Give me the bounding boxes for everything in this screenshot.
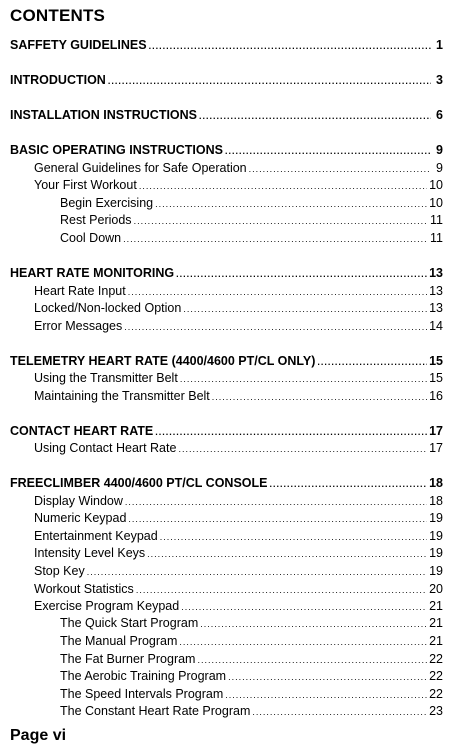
toc-entry-title: TELEMETRY HEART RATE (4400/4600 PT/CL ONLY) (10, 354, 316, 368)
toc-entry[interactable] (0, 650, 467, 668)
toc-page-number: 11 (430, 213, 443, 227)
toc-entry-title: Using the Transmitter Belt (34, 371, 178, 385)
dot-leader (147, 545, 427, 563)
toc-section-heading[interactable] (0, 422, 467, 440)
toc-entry-title: BASIC OPERATING INSTRUCTIONS (10, 143, 223, 157)
toc-entry-title: Cool Down (60, 231, 122, 245)
toc-entry[interactable] (0, 544, 467, 562)
toc-entry[interactable] (0, 509, 467, 527)
dot-leader (134, 212, 428, 230)
toc-page-number: 17 (429, 441, 443, 455)
toc-page-number: 9 (436, 143, 443, 157)
toc-page-number: 14 (429, 319, 443, 333)
toc-page-number: 18 (429, 494, 443, 508)
toc-entry[interactable] (0, 194, 467, 212)
toc-section-heading[interactable] (0, 352, 467, 370)
dot-leader (180, 370, 427, 388)
toc-page-number: 19 (429, 511, 443, 525)
toc-entry[interactable] (0, 527, 467, 545)
toc-entry[interactable] (0, 282, 467, 300)
dot-leader (269, 475, 427, 493)
toc-section-heading[interactable] (0, 71, 467, 89)
toc-entry-title: The Manual Program (60, 634, 178, 648)
toc-page-number: 19 (429, 529, 443, 543)
toc-page-number: 22 (429, 687, 443, 701)
toc-page-number: 15 (429, 371, 443, 385)
page-number-footer: Page vi (10, 727, 67, 744)
dot-leader (225, 142, 431, 160)
toc-entry-title: Maintaining the Transmitter Belt (34, 389, 210, 403)
toc-entry-title: Begin Exercising (60, 196, 154, 210)
toc-page-number: 20 (429, 582, 443, 596)
dot-leader (212, 388, 427, 406)
toc-entry[interactable] (0, 369, 467, 387)
toc-page-number: 22 (429, 652, 443, 666)
toc-page-number: 18 (429, 476, 443, 490)
toc-entry-title: Entertainment Keypad (34, 529, 158, 543)
toc-entry[interactable] (0, 667, 467, 685)
toc-entry-title: Using Contact Heart Rate (34, 441, 177, 455)
toc-entry[interactable] (0, 632, 467, 650)
toc-page-number: 21 (429, 599, 443, 613)
dot-leader (149, 37, 431, 55)
toc-entry[interactable] (0, 229, 467, 247)
toc-entry[interactable] (0, 597, 467, 615)
toc-entry[interactable] (0, 176, 467, 194)
toc-page-number: 23 (429, 704, 443, 718)
toc-entry-title: Workout Statistics (34, 582, 134, 596)
dot-leader (87, 563, 427, 581)
toc-page-number: 9 (436, 161, 443, 175)
toc-page-number: 15 (429, 354, 443, 368)
toc-entry-title: Rest Periods (60, 213, 132, 227)
dot-leader (108, 72, 431, 90)
toc-entry[interactable] (0, 439, 467, 457)
dot-leader (228, 668, 427, 686)
toc-entry-title: The Quick Start Program (60, 616, 199, 630)
toc-entry-title: Display Window (34, 494, 123, 508)
toc-entry[interactable] (0, 685, 467, 703)
toc-entry[interactable] (0, 580, 467, 598)
toc-entry-title: The Fat Burner Program (60, 652, 196, 666)
toc-entry-title: Numeric Keypad (34, 511, 127, 525)
page-title: CONTENTS (10, 6, 106, 25)
toc-entry-title: CONTACT HEART RATE (10, 424, 154, 438)
toc-page-number: 21 (429, 634, 443, 648)
toc-entry-title: INSTALLATION INSTRUCTIONS (10, 108, 198, 122)
toc-page-number: 13 (429, 301, 443, 315)
toc-entry-title: SAFFETY GUIDELINES (10, 38, 147, 52)
toc-entry-title: Intensity Level Keys (34, 546, 146, 560)
toc-page-number: 11 (430, 231, 443, 245)
toc-entry-title: HEART RATE MONITORING (10, 266, 175, 280)
toc-entry-title: Error Messages (34, 319, 123, 333)
toc-entry-title: Your First Workout (34, 178, 137, 192)
toc-page-number: 13 (429, 284, 443, 298)
toc-section-heading[interactable] (0, 106, 467, 124)
toc-page-number: 10 (429, 178, 443, 192)
toc-entry[interactable] (0, 317, 467, 335)
toc-page-number: 21 (429, 616, 443, 630)
toc-entry-title: Locked/Non-locked Option (34, 301, 182, 315)
toc-entry-title: Stop Key (34, 564, 85, 578)
toc-entry-title: General Guidelines for Safe Operation (34, 161, 247, 175)
toc-page-number: 16 (429, 389, 443, 403)
dot-leader (179, 633, 427, 651)
toc-entry[interactable] (0, 211, 467, 229)
toc-page-number: 1 (436, 38, 443, 52)
toc-page-number: 17 (429, 424, 443, 438)
toc-page-number: 6 (436, 108, 443, 122)
toc-entry[interactable] (0, 702, 467, 720)
dot-leader (176, 265, 427, 283)
dot-leader (200, 615, 427, 633)
toc-section-heading[interactable] (0, 474, 467, 492)
dot-leader (199, 107, 431, 125)
toc-page-number: 19 (429, 546, 443, 560)
toc-entry-title: Exercise Program Keypad (34, 599, 180, 613)
toc-entry[interactable] (0, 299, 467, 317)
dot-leader (139, 177, 427, 195)
toc-entry[interactable] (0, 614, 467, 632)
toc-entry[interactable] (0, 387, 467, 405)
toc-page-number: 22 (429, 669, 443, 683)
toc-entry[interactable] (0, 562, 467, 580)
dot-leader (123, 230, 428, 248)
toc-section-heading[interactable] (0, 141, 467, 159)
toc-section-heading[interactable] (0, 264, 467, 282)
toc-entry[interactable] (0, 159, 467, 177)
toc-entry-title: The Aerobic Training Program (60, 669, 227, 683)
toc-page-number: 10 (429, 196, 443, 210)
dot-leader (124, 318, 427, 336)
toc-entry-title: FREECLIMBER 4400/4600 PT/CL CONSOLE (10, 476, 268, 490)
toc-entry[interactable] (0, 492, 467, 510)
toc-entry-title: Heart Rate Input (34, 284, 126, 298)
toc-page-number: 3 (436, 73, 443, 87)
dot-leader (252, 703, 427, 721)
dot-leader (178, 440, 427, 458)
toc-entry-title: INTRODUCTION (10, 73, 106, 87)
toc-entry-title: The Speed Intervals Program (60, 687, 224, 701)
dot-leader (128, 510, 427, 528)
toc-page-number: 19 (429, 564, 443, 578)
toc-page-number: 13 (429, 266, 443, 280)
dot-leader (183, 300, 427, 318)
toc-section-heading[interactable] (0, 36, 467, 54)
toc-entry-title: The Constant Heart Rate Program (60, 704, 251, 718)
